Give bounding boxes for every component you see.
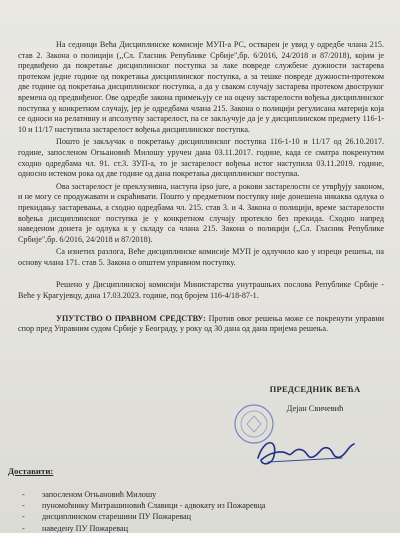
paragraph-decision-basis: Са изнетих разлога, Веће дисциплинске комисије МУП је одлучило као у изреци решења, на основу члана 171. став 5. Закона о општем управном поступку. (18, 247, 384, 267)
delivery-item: - дисциплинском старешини ПУ Пожаревац (22, 511, 266, 522)
signature-name: Дејан Свичевић (286, 404, 344, 413)
paragraph-statute-review: На седници Већа Дисциплинске комисије МУП-а РС, остварен је увид у одредбе члана 215. став 2. Закона о полицији (,,Сл. Гласник Републике Србије",бр. 6/2016, 24/2018 и 87/2018), којим је предвиђено да покретање дисциплинског поступка за лаке повреде службене дужности застарева протеком једне године од покретања дисциплинског поступка, а за тешке повреде дужности-протеком две године од покретања дисциплинског поступка, а да у сваком случају застарева протеком двоструког времена од предвиђеног. Ове одредбе закона примењују се на оцену застарелости вођења дисциплинског поступка у конкретном случају, јер је одредбама члана 215. Закона о полицији регулисана материја која се односи на релативну и апсолутну застарелост, па се закључује да је у дисциплинском предмету 116-1-10 и 11/17 наступила застарелост вођења дисциплинског поступка. (18, 40, 384, 134)
handwritten-signature-icon (250, 432, 360, 472)
document-body (18, 40, 384, 337)
legal-remedy-label: УПУТСТВО О ПРАВНОМ СРЕДСТВУ: (56, 313, 206, 323)
signature-title: ПРЕДСЕДНИК ВЕЋА (269, 384, 361, 394)
legal-remedy-text: Против овог решења може се покренути управни спор пред Управним судом Србије у Београду, у року од 30 дана од дана пријема решења. (18, 313, 385, 334)
delivery-item: - наведену ПУ Пожаревац (22, 523, 266, 533)
delivery-title: Доставити: (8, 466, 54, 476)
delivery-item: - запосленом Огњановић Милошу (22, 489, 266, 500)
paragraph-resolution: Решено у Дисциплинској комисији Министарства унутрашњих послова Републике Србије - Веће у Крагујевцу, дана 17.03.2023. године, под бројем 116-4/18-87-1. (18, 280, 384, 301)
paragraph-limitation-date: Пошто је закључак о покретању дисциплинског поступка 116-1-10 и 11/17 од 26.10.2017. године, запосленом Огњановић Милошу уручен дана 03.11.2017. године, када се сматра покренутим сходно одредбама чл. 91. ст.3. ЗУП-а, то је застарелост вођења истог наступила 03.11.2019. године, односно истеком рока од две године од дана покретања дисциплинског поступка. (18, 137, 384, 179)
paragraph-legal-remedy (18, 314, 384, 335)
delivery-item: - пуномоћнику Митрашиновић Славици - адвокату из Пожаревца (22, 500, 266, 511)
paragraph-preclusion: Ова застарелост је преклузивна, наступа ipso jure, а рокови застарелости се утврђују законом, и не могу се продужавати и скраћивати. Пошто у предметном поступку није донешена никаква одлука о прекидању застаревања, а сходно одредбама чл. 215. став 3. и 4. Закона о полицији, време застарелости вођења дисциплинског поступка је у конкретном случају протекло без прекида. Сходно напред наведеном донета је одлука к у складу са члана 215. Закона о полицији (,,Сл. Гласник Републике Србије",бр. 6/2016, 24/2018 и 87/2018). (18, 181, 384, 244)
delivery-list (22, 489, 266, 533)
